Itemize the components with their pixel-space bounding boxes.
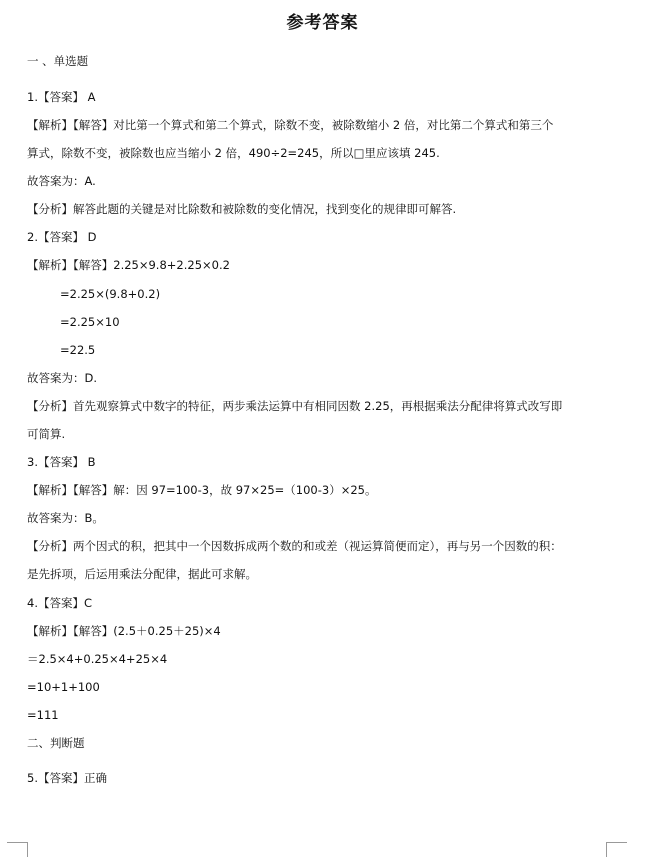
explanation-line: 【解析】【解答】解：因 97=100-3，故 97×25=（100-3）×25。 bbox=[27, 483, 377, 497]
analysis-line: 【分析】两个因式的积，把其中一个因数拆成两个数的和或差（视运算简便而定），再与另一个因数的积： bbox=[27, 539, 562, 553]
equation-line: =10+1+100 bbox=[27, 680, 100, 694]
equation-line: =2.25×10 bbox=[60, 315, 120, 329]
analysis-line: 可简算. bbox=[27, 427, 66, 441]
answer-line: 2.【答案】 D bbox=[27, 230, 97, 244]
answer-line: 4.【答案】C bbox=[27, 596, 93, 610]
page-corner-mark bbox=[606, 842, 627, 857]
explanation-line: 【解析】【解答】2.25×9.8+2.25×0.2 bbox=[27, 258, 230, 272]
answer-line: 3.【答案】 B bbox=[27, 455, 96, 469]
page-corner-mark bbox=[7, 842, 28, 857]
equation-line: =2.25×(9.8+0.2) bbox=[60, 287, 161, 301]
conclusion-line: 故答案为：B。 bbox=[27, 511, 104, 525]
explanation-line: 算式，除数不变，被除数也应当缩小 2 倍，490÷2=245，所以□里应该填 245. bbox=[27, 146, 440, 160]
page-title: 参考答案 bbox=[286, 13, 359, 33]
conclusion-line: 故答案为：A. bbox=[27, 174, 96, 188]
answer-line: 5.【答案】正确 bbox=[27, 771, 107, 785]
explanation-line: 【解析】【解答】(2.5＋0.25＋25)×4 bbox=[27, 624, 221, 638]
equation-line: =111 bbox=[27, 708, 59, 722]
conclusion-line: 故答案为：D. bbox=[27, 371, 98, 385]
equation-line: =22.5 bbox=[60, 343, 96, 357]
section-heading: 二、判断题 bbox=[27, 736, 85, 750]
equation-line: ＝2.5×4+0.25×4+25×4 bbox=[27, 652, 168, 666]
analysis-line: 是先拆项，后运用乘法分配律，据此可求解。 bbox=[27, 567, 257, 581]
analysis-line: 【分析】首先观察算式中数字的特征，两步乘法运算中有相同因数 2.25，再根据乘法分配律将算式改写即 bbox=[27, 399, 563, 413]
analysis-line: 【分析】解答此题的关键是对比除数和被除数的变化情况，找到变化的规律即可解答. bbox=[27, 202, 457, 216]
explanation-line: 【解析】【解答】对比第一个算式和第二个算式，除数不变，被除数缩小 2 倍，对比第二个算式和第三个 bbox=[27, 118, 554, 132]
answer-line: 1.【答案】 A bbox=[27, 90, 96, 104]
section-heading: 一 、单选题 bbox=[27, 54, 89, 68]
